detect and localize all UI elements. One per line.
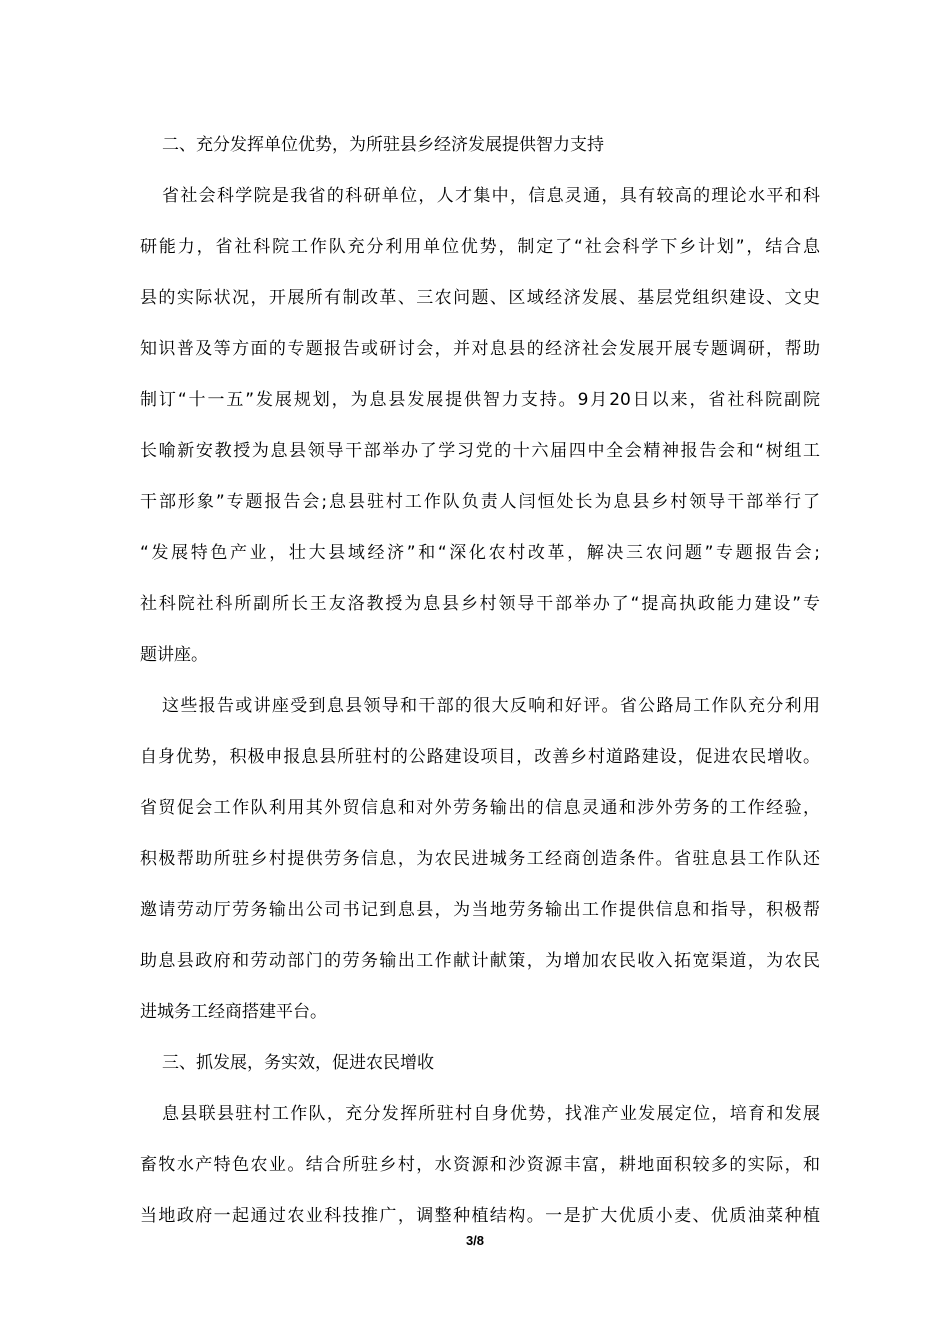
paragraph-line: 当地政府一起通过农业科技推广，调整种植结构。一是扩大优质小麦、优质油菜种植 (140, 1206, 820, 1226)
paragraph-line: 长喻新安教授为息县领导干部举办了学习党的十六届四中全会精神报告会和“树组工 (140, 441, 820, 461)
paragraph-line: 省社会科学院是我省的科研单位，人才集中，信息灵通，具有较高的理论水平和科 (162, 186, 820, 206)
document-body (140, 120, 820, 1242)
section-heading-2: 二、充分发挥单位优势，为所驻县乡经济发展提供智力支持 (162, 135, 604, 155)
paragraph-line: 社科院社科所副所长王友洛教授为息县乡村领导干部举办了“提高执政能力建设”专 (140, 594, 820, 614)
paragraph-line: 研能力，省社科院工作队充分利用单位优势，制定了“社会科学下乡计划”，结合息 (140, 237, 820, 257)
paragraph-line: 邀请劳动厅劳务输出公司书记到息县，为当地劳务输出工作提供信息和指导，积极帮 (140, 900, 820, 920)
page-number: 3/8 (465, 1233, 485, 1248)
paragraph-1 (140, 171, 820, 681)
paragraph-line: 制订“十一五”发展规划，为息县发展提供智力支持。9月20日以来，省社科院副院 (140, 390, 820, 410)
paragraph-line: 题讲座。 (140, 645, 208, 665)
paragraph-line: 这些报告或讲座受到息县领导和干部的很大反响和好评。省公路局工作队充分利用 (162, 696, 820, 716)
paragraph-line: “发展特色产业，壮大县域经济”和“深化农村改革，解决三农问题”专题报告会; (140, 543, 820, 563)
section-heading-3: 三、抓发展，务实效，促进农民增收 (162, 1053, 434, 1073)
paragraph-line: 助息县政府和劳动部门的劳务输出工作献计献策，为增加农民收入拓宽渠道，为农民 (140, 951, 820, 971)
paragraph-line: 进城务工经商搭建平台。 (140, 1002, 327, 1022)
paragraph-line: 畜牧水产特色农业。结合所驻乡村，水资源和沙资源丰富，耕地面积较多的实际，和 (140, 1155, 820, 1175)
paragraph-3 (140, 1089, 820, 1242)
paragraph-line: 息县联县驻村工作队，充分发挥所驻村自身优势，找准产业发展定位，培育和发展 (162, 1104, 820, 1124)
paragraph-line: 积极帮助所驻乡村提供劳务信息，为农民进城务工经商创造条件。省驻息县工作队还 (140, 849, 820, 869)
paragraph-line: 知识普及等方面的专题报告或研讨会，并对息县的经济社会发展开展专题调研，帮助 (140, 339, 820, 359)
paragraph-line: 县的实际状况，开展所有制改革、三农问题、区域经济发展、基层党组织建设、文史 (140, 288, 820, 308)
paragraph-line: 省贸促会工作队利用其外贸信息和对外劳务输出的信息灵通和涉外劳务的工作经验， (140, 798, 820, 818)
paragraph-2 (140, 681, 820, 1038)
paragraph-line: 干部形象”专题报告会;息县驻村工作队负责人闫恒处长为息县乡村领导干部举行了 (140, 492, 820, 512)
paragraph-line: 自身优势，积极申报息县所驻村的公路建设项目，改善乡村道路建设，促进农民增收。 (140, 747, 820, 767)
